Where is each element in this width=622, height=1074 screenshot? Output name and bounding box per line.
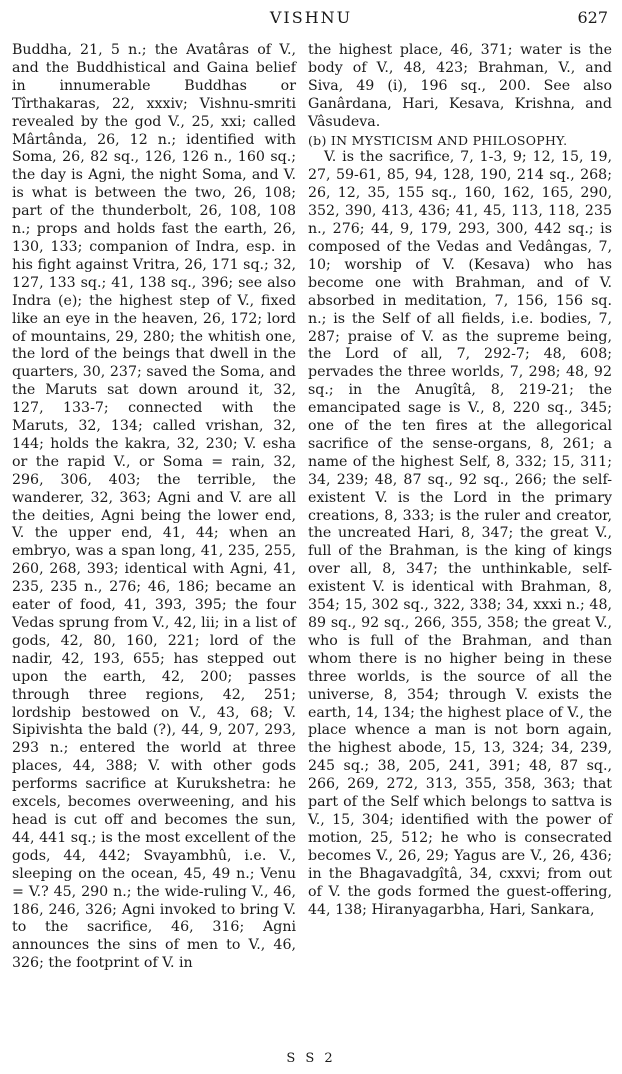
page-header [0, 6, 622, 30]
left-column [12, 42, 296, 973]
left-column-text: Buddha, 21, 5 n.; the Avatâras of V., and the Buddhistical and Gaina belief in innumerable Buddhas or Tîrthakaras, 22, xxxiv; Vishnu-smriti revealed by the god V., 25, xxi; called Mârtânda, 26, 12 n.; identified with Soma, 26, 82 sq., 126, 126 n., 160 sq.; the day is Agni, the night Soma, and V. is what is between the two, 26, 108; part of the thunderbolt, 26, 108, 108 n.; props and holds fast the earth, 26, 130, 133; companion of Indra, esp. in his fight against Vritra, 26, 171 sq.; 32, 127, 133 sq.; 41, 138 sq., 396; see also Indra (e); the highest step of V., fixed like an eye in the heaven, 26, 172; lord of mountains, 29, 280; the whitish one, the lord of the beings that dwell in the quarters, 30, 237; saved the Soma, and the Maruts sat down around it, 32, 127, 133-7; connected with the Maruts, 32, 134; called vrishan, 32, 144; holds the kakra, 32, 230; V. esha or the rapid V., or Soma = rain, 32, 296, 306, 403; the terrible, the wanderer, 32, 363; Agni and V. are all the deities, Agni being the lower end, V. the upper end, 41, 44; when an embryo, was a span long, 41, 235, 255, 260, 268, 393; identical with Agni, 41, 235, 235 n., 276; 46, 186; became an eater of food, 41, 393, 395; the four Vedas sprung from V., 42, lii; in a list of gods, 42, 80, 160, 221; lord of the nadir, 42, 193, 655; has stepped out upon the earth, 42, 200; passes through three regions, 42, 251; lordship bestowed on V., 43, 68; V. Sipivishta the bald (?), 44, 9, 207, 293, 293 n.; entered the world at three places, 44, 388; V. with other gods performs sacrifice at Kurukshetra: he excels, becomes overweening, and his head is cut off and becomes the sun, 44, 441 sq.; is the most excellent of the gods, 44, 442; Svayambhû, i.e. V., sleeping on the ocean, 45, 49 n.; Venu = V.? 45, 290 n.; the wide-ruling V., 46, 186, 246, 326; Agni invoked to bring V. to the sacrifice, 46, 316; Agni announces the sins of men to V., 46, 326; the footprint of V. in [12, 42, 296, 972]
section-body: V. is the sacrifice, 7, 1-3, 9; 12, 15, 19, 27, 59-61, 85, 94, 128, 190, 214 sq., 268; 26, 12, 35, 155 sq., 160, 162, 165, 290, 352, 390, 413, 436; 41, 45, 113, 118, 235 n., 276; 44, 9, 179, 293, 300, 442 sq.; is composed of the Vedas and Vedângas, 7, 10; worship of V. (Kesava) who has become one with Brahman, and of V. absorbed in meditation, 7, 156, 156 sq. n.; is the Self of all fields, i.e. bodies, 7, 287; praise of V. as the supreme being, the Lord of all, 7, 292-7; 48, 608; pervades the three worlds, 7, 298; 48, 92 sq.; in the Anugîtâ, 8, 219-21; the emancipated sage is V., 8, 220 sq., 345; one of the ten fires at the allegorical sacrifice of the sense-organs, 8, 261; a name of the highest Self, 8, 332; 15, 311; 34, 239; 48, 87 sq., 92 sq., 266; the self-existent V. is the Lord in the primary creations, 8, 333; is the ruler and creator, the uncreated Hari, 8, 347; the great V., full of the Brahman, is the king of kings over all, 8, 347; the unthinkable, self-existent V. is identical with Brahman, 8, 354; 15, 302 sq., 322, 338; 34, xxxi n.; 48, 89 sq., 92 sq., 266, 355, 358; the great V., who is full of the Brahman, and than whom there is no higher being in these three worlds, is the source of all the universe, 8, 354; through V. exists the earth, 14, 134; the highest place of V., the place whence a man is not born again, the highest abode, 15, 13, 324; 34, 239, 245 sq.; 38, 205, 241, 391; 48, 87 sq., 266, 269, 272, 313, 355, 358, 363; that part of the Self which belongs to sattva is V., 15, 304; identified with the power of motion, 25, 512; he who is consecrated becomes V., 26, 29; Yagus are V., 26, 436; in the Bhagavadgîtâ, 34, cxxvi; from out of V. the gods formed the guest-offering, 44, 138; Hiranyagarbha, Hari, Sankara, [308, 149, 612, 918]
page-number: 627 [577, 8, 608, 27]
running-head: VISHNU [269, 8, 353, 27]
section-heading: (b) IN MYSTICISM AND PHILOSOPHY. [308, 132, 568, 148]
right-column [308, 42, 612, 919]
right-column-continuation: the highest place, 46, 371; water is the body of V., 48, 423; Brahman, V., and Siva, 49 (i), 196 sq., 200. See also Ganârdana, Hari, Kesava, Krishna, and Vâsudeva. [308, 42, 612, 130]
signature-mark: S S 2 [286, 1051, 336, 1066]
